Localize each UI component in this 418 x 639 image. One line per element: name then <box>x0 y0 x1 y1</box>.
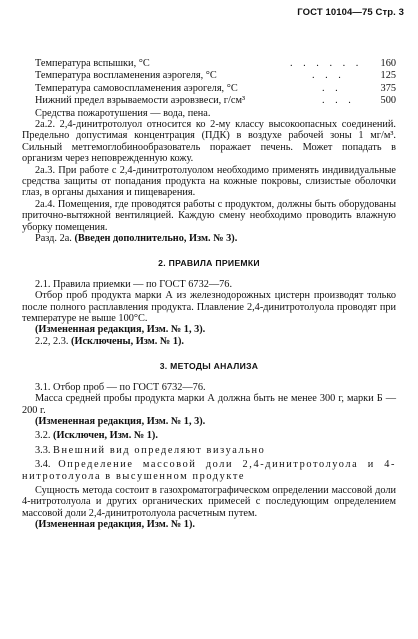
property-row <box>22 95 396 107</box>
paragraph-3-1-mass: Масса средней пробы продукта марки А должна быть не менее 300 г, марки Б — 200 г. <box>22 393 396 416</box>
section-2a-note <box>22 233 396 244</box>
leader-dots: . . . . . . <box>290 58 363 69</box>
property-value: 375 <box>380 82 396 94</box>
paragraph-2-1-sampling: Отбор проб продукта марки А из железнодорожных цистерн производят только после полного расплавления продукта. Плавление 2,4-динитротолуола проводят при температуре не выше 100°С. <box>22 290 396 325</box>
property-label: Нижний предел взрываемости аэровзвеси, г/см³ <box>35 95 246 107</box>
clause-number: 3.2. <box>35 430 54 442</box>
property-value: 500 <box>380 95 396 107</box>
property-value: 160 <box>380 58 396 69</box>
paragraph-3-1: 3.1. Отбор проб — по ГОСТ 6732—76. <box>35 381 206 393</box>
property-row <box>22 83 396 95</box>
property-label: Температура воспламенения аэрогеля, °С <box>35 70 217 82</box>
paragraph-2a4: 2а.4. Помещения, где проводятся работы с продуктом, должны быть оборудованы приточно-вытяжной вентиляцией. Каждую смену необходимо проводить влажную уборку помещения. <box>22 198 396 233</box>
amendment-note: (Введен дополнительно, Изм. № 3). <box>74 233 238 245</box>
section-heading-methods: 3. МЕТОДЫ АНАЛИЗА <box>159 361 259 372</box>
section-heading-acceptance: 2. ПРАВИЛА ПРИЕМКИ <box>158 258 260 269</box>
note-label: Разд. 2а. <box>35 233 75 245</box>
clause-number: 3.3. <box>35 444 54 456</box>
paragraph-3-3 <box>22 445 396 456</box>
amendment-note: (Исключены, Изм. № 1). <box>71 335 184 347</box>
amendment-note: (Измененная редакция, Изм. № 1). <box>35 519 195 531</box>
amendment-note: (Измененная редакция, Изм. № 1, 3). <box>35 415 206 427</box>
fire-extinguishing-means: Средства пожаротушения — вода, пена. <box>35 107 211 119</box>
property-row <box>22 58 396 70</box>
paragraph-3-2 <box>22 430 396 441</box>
paragraph-3-4 <box>22 459 396 482</box>
leader-dots: . . <box>322 82 342 94</box>
paragraph-2a3: 2а.3. При работе с 2,4-динитротолуолом необходимо применять индивидуальные средства защиты от попадания продукта на кожные покровы, слизистые оболочки глаз, в органы дыхания и пищеварения. <box>22 164 396 199</box>
paragraph-2a2: 2а.2. 2,4-динитротолуол относится ко 2-му классу высокоопасных соединений. Предельно допустимая концентрация (ПДК) в воздухе рабочей зоны 1 мг/м³. Сильный метгемоглобинообразователь поражает печень. Может попадать в организм через неповрежденную кожу. <box>22 118 396 165</box>
amendment-note: (Измененная редакция, Изм. № 1, 3). <box>35 324 206 336</box>
subheading-appearance: Внешний вид определяют визуально <box>53 444 266 456</box>
property-row <box>22 70 396 82</box>
document-body <box>22 58 396 531</box>
paragraph-2-2 <box>22 336 396 347</box>
clause-number: 2.2, 2.3. <box>35 335 72 347</box>
subheading-determination: Определение массовой доли 2,4-динитротолуола и 4-нитротолуола в высушенном продукте <box>22 459 396 482</box>
page-header: ГОСТ 10104—75 Стр. 3 <box>297 7 404 18</box>
amendment-note: (Исключен, Изм. № 1). <box>53 430 158 442</box>
leader-dots: . . . <box>322 95 355 107</box>
leader-dots: . . . <box>312 70 345 82</box>
paragraph-2-1: 2.1. Правила приемки — по ГОСТ 6732—76. <box>35 278 233 290</box>
property-value: 125 <box>380 70 396 82</box>
properties-list <box>22 58 396 108</box>
property-label: Температура самовоспламенения аэрогеля, °С <box>35 82 238 94</box>
paragraph-3-4-method: Сущность метода состоит в газохроматографическом определении массовой доли 4-нитротолуола и других органических примесей с последующим определением массовой доли 2,4-динитротолуола расчетным путем. <box>22 484 396 519</box>
property-label: Температура вспышки, °С <box>35 58 150 69</box>
clause-number: 3.4. <box>35 459 59 471</box>
